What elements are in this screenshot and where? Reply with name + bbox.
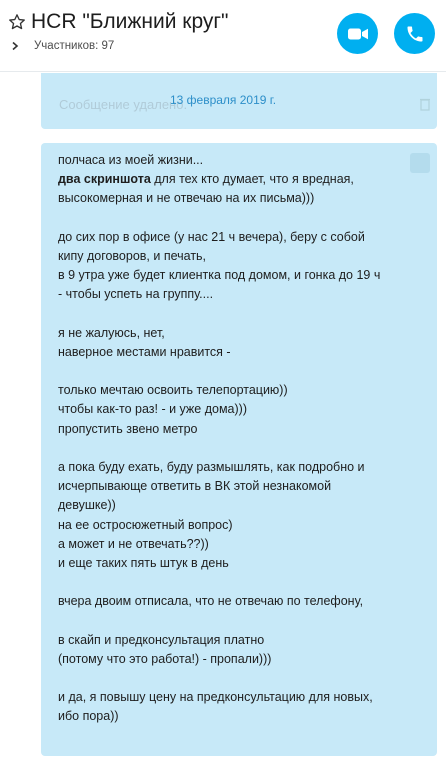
message-line: пропустить звено метро xyxy=(58,421,198,436)
bold-text: два скриншота xyxy=(58,172,151,187)
audio-call-button[interactable] xyxy=(394,13,435,54)
message-line-rest: для тех кто думает, что я вредная, xyxy=(150,172,354,187)
message-line: до сих пор в офисе (у нас 21 ч вечера), беру с собой xyxy=(58,229,365,244)
phone-icon xyxy=(405,24,425,44)
message-line: высокомерная и не отвечаю на их письма))) xyxy=(58,191,315,206)
message-list[interactable] xyxy=(0,73,446,767)
participants-count[interactable]: Участников: 97 xyxy=(34,40,115,52)
message-line xyxy=(58,209,408,228)
message-line: вчера двоим отписала, что не отвечаю по телефону, xyxy=(58,594,364,609)
message-line xyxy=(58,362,408,381)
select-checkbox[interactable] xyxy=(410,153,430,173)
message-line: в 9 утра уже будет клиентка под домом, и гонка до 19 ч xyxy=(58,268,381,283)
star-icon[interactable] xyxy=(8,13,26,31)
message-line: я не жалуюсь, нет, xyxy=(58,325,165,340)
message-line: девушке)) xyxy=(58,498,116,513)
message-line xyxy=(58,170,408,189)
message-line: полчаса из моей жизни... xyxy=(58,153,204,167)
chevron-right-icon[interactable] xyxy=(10,41,20,51)
date-label: 13 февраля 2019 г. xyxy=(169,93,277,107)
message-line: ибо пора)) xyxy=(58,709,119,724)
message-bubble[interactable] xyxy=(41,143,437,756)
message-line: а пока буду ехать, буду размышлять, как подробно и xyxy=(58,460,365,474)
message-line: и да, я повышу цену на предконсультацию для новых, xyxy=(58,690,373,705)
conversation-title[interactable]: HCR "Ближний круг" xyxy=(31,10,229,33)
message-line: только мечтаю освоить телепортацию)) xyxy=(58,383,288,398)
message-line: в скайп и предконсультация платно xyxy=(58,632,265,647)
message-line: наверное местами нравится - xyxy=(58,344,231,359)
message-line: - чтобы успеть на группу.... xyxy=(58,287,214,302)
message-line: и еще таких пять штук в день xyxy=(58,555,229,570)
message-line xyxy=(58,439,408,458)
message-line: исчерпывающе ответить в ВК этой незнакомой xyxy=(58,479,332,494)
message-line: а может и не отвечать??)) xyxy=(58,536,209,551)
message-line: (потому что это работа!) - пропали))) xyxy=(58,651,272,666)
date-separator xyxy=(0,91,446,109)
deleted-message-text: Сообщение удалено. xyxy=(59,97,188,112)
message-line xyxy=(58,573,408,592)
message-line: чтобы как-то раз! - и уже дома))) xyxy=(58,402,247,417)
message-line xyxy=(58,669,408,688)
chat-header xyxy=(0,0,446,72)
message-line xyxy=(58,612,408,631)
video-camera-icon xyxy=(347,27,369,41)
message-text xyxy=(58,151,408,727)
video-call-button[interactable] xyxy=(337,13,378,54)
message-line: на ее остросюжетный вопрос) xyxy=(58,517,233,532)
message-line: кипу договоров, и печать, xyxy=(58,248,207,263)
message-line xyxy=(58,305,408,324)
